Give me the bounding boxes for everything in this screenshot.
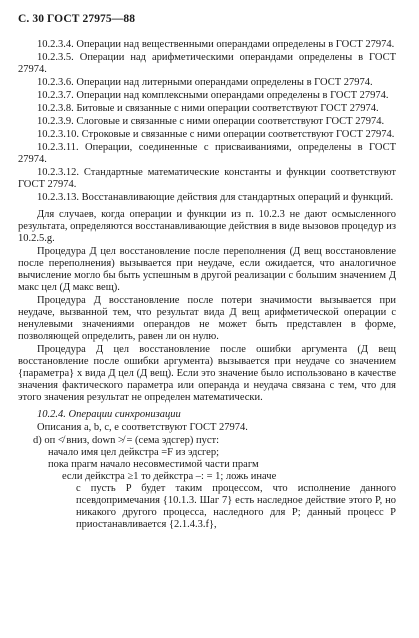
paragraph-10-2-3-10: 10.2.3.10. Строковые и связанные с ними операции соответствуют ГОСТ 27974. xyxy=(37,129,395,140)
code-line-1: d) оп ≮ вниз, down ≯ = (сема эдсгер) пуст: xyxy=(33,435,220,446)
paragraph-10-2-3-6: 10.2.3.6. Операции над литерными операндами определены в ГОСТ 27974. xyxy=(37,77,373,88)
code-line-5: с пусть P будет таким процессом, что исполнение данного псевдопримечания {10.1.3. Шаг 7} есть наследное действие этого P, но никакого другого процесса, наследного для P; данный процесс P приостанавливается {2.1.4.3.f}, xyxy=(76,483,396,530)
paragraph-10-2-3-11: 10.2.3.11. Операции, соединенные с присваиваниями, определены в ГОСТ 27974. xyxy=(18,142,396,165)
paragraph-10-2-3-8: 10.2.3.8. Битовые и связанные с ними операции соответствуют ГОСТ 27974. xyxy=(37,103,379,114)
paragraph-10-2-3-12: 10.2.3.12. Стандартные математические константы и функции соответствуют ГОСТ 27974. xyxy=(18,167,396,190)
paragraph-argument-error-recovery: Процедура Д цел восстановление после ошибки аргумента (Д вещ восстановление после ошибки аргумента) вызывается при неудаче со значением {параметра} x вида Д цел (Д вещ). Если это значение было использовано в качестве значения фактического параметра или операнда и неудача связана с тем, что для этого значения результат не определен математически. xyxy=(18,344,396,403)
page-header: С. 30 ГОСТ 27975—88 xyxy=(18,13,136,25)
section-heading: 10.2.4. Операции синхронизации xyxy=(37,409,181,420)
paragraph-underflow-recovery: Процедура Д восстановление после потери значимости вызывается при неудаче, вызванной тем, что результат вида Д вещ арифметической операции с ненулевыми значениями операндов не может быть представлен в форме, позволяющей определить, равен ли он нулю. xyxy=(18,295,396,342)
paragraph-10-2-3-9: 10.2.3.9. Слоговые и связанные с ними операции соответствуют ГОСТ 27974. xyxy=(37,116,385,127)
code-line-2: начало имя цел дейкстра =F из эдсгер; xyxy=(48,447,219,458)
paragraph-10-2-3-5: 10.2.3.5. Операции над арифметическими операндами определены в ГОСТ 27974. xyxy=(18,52,396,75)
page-content xyxy=(18,39,396,531)
code-line-3: пока прагм начало несовместимой части прагм xyxy=(48,459,259,470)
paragraph-recovery-intro: Для случаев, когда операции и функции из п. 10.2.3 не дают осмысленного результата, определяются восстанавливающие действия в виде вызовов процедур из 10.2.5.g. xyxy=(18,209,396,244)
code-line-4: если дейкстра ≥1 то дейкстра –: = 1; ложь иначе xyxy=(62,471,277,482)
paragraph-10-2-3-4: 10.2.3.4. Операции над вещественными операндами определены в ГОСТ 27974. xyxy=(37,39,395,50)
section-intro: Описания a, b, c, e соответствуют ГОСТ 27974. xyxy=(37,422,248,433)
paragraph-10-2-3-7: 10.2.3.7. Операции над комплексными операндами определены в ГОСТ 27974. xyxy=(37,90,389,101)
paragraph-10-2-3-13: 10.2.3.13. Восстанавливающие действия для стандартных операций и функций. xyxy=(37,192,394,203)
paragraph-overflow-recovery: Процедура Д цел восстановление после переполнения (Д вещ восстановление после переполнения) вызывается при неудаче, если ожидается, что аналогичное вычисление могло бы быть успешным в другой реализации с большим значением Д макс цел (Д макс вещ). xyxy=(18,246,396,293)
